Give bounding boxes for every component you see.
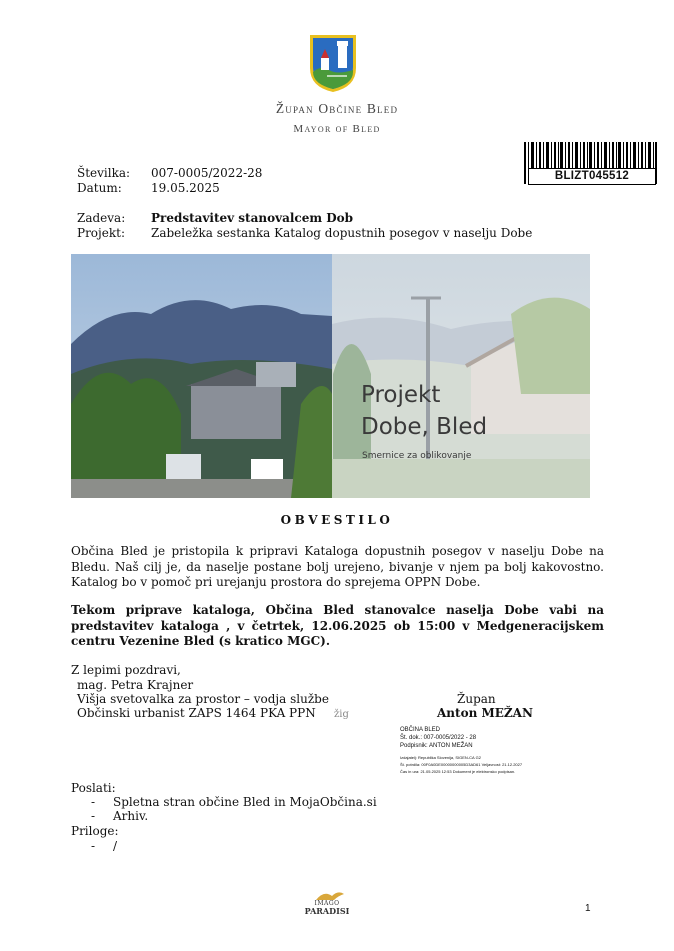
send-label: Poslati: xyxy=(71,781,116,795)
header-title: Župan Občine Bled xyxy=(275,101,399,116)
project-label: Projekt: xyxy=(77,226,125,240)
mayor-title: Župan xyxy=(457,692,496,706)
photo-subtitle: Smernice za oblikovanje xyxy=(362,451,472,461)
stamp-line2: Št. dok.: 007-0005/2022 - 28 xyxy=(400,735,477,741)
stamp-line6: Čas in ura: 21.05.2025 12:53 Dokument je elektronsko podpisan. xyxy=(400,769,516,774)
logo-text-bottom: PARADISI xyxy=(304,906,350,916)
logo-text-top: IMAGO xyxy=(314,900,340,907)
photo-title-line1: Projekt xyxy=(361,382,441,408)
barcode-number: BLIZT045512 xyxy=(528,168,656,185)
imago-paradisi-logo xyxy=(302,887,352,917)
seal-label: žig xyxy=(334,709,349,720)
send-item-2: Arhiv. xyxy=(113,809,149,823)
stamp-line4: Izdajatelj: Republika Slovenija, SIGEN-CA G2 xyxy=(400,755,481,760)
stamp-line3: Podpisnik: ANTON MEŽAN xyxy=(400,743,473,749)
electronic-signature-stamp xyxy=(400,725,562,789)
notice-paragraph-1: Občina Bled je pristopila k pripravi Kataloga dopustnih posegov v naselju Dobe na Bledu. Naš cilj je, da naselje postane bolj urejeno, bivanje v njem pa bolj kakovostno. Katalog bo v pomoč pri urejanju prostora do sprejema OPPN Dobe. xyxy=(71,544,604,589)
list-bullet: - xyxy=(91,839,96,853)
number-label: Številka: xyxy=(77,166,131,180)
list-bullet: - xyxy=(91,795,96,809)
stamp-line5: Št. potrdila: 00F0A0DE00000000005D3AD61 Veljavnost: 21.12.2027 xyxy=(400,762,523,767)
stamp-line1: OBČINA BLED xyxy=(400,727,441,733)
author-name: mag. Petra Krajner xyxy=(77,678,194,692)
send-item-1: Spletna stran občine Bled in MojaObčina.si xyxy=(113,795,377,809)
author-role-1: Višja svetovalka za prostor – vodja službe xyxy=(77,692,329,706)
header-subtitle: Mayor of Bled xyxy=(293,123,381,135)
mayor-name: Anton MEŽAN xyxy=(437,706,533,720)
cover-photo xyxy=(71,254,590,498)
attachments-label: Priloge: xyxy=(71,824,119,838)
subject-label: Zadeva: xyxy=(77,211,126,225)
attachment-item-1: / xyxy=(113,839,118,853)
page-number: 1 xyxy=(585,903,591,914)
number-value: 007-0005/2022-28 xyxy=(151,166,263,180)
list-bullet: - xyxy=(91,809,96,823)
project-value: Zabeležka sestanka Katalog dopustnih posegov v naselju Dobe xyxy=(151,226,533,240)
photo-title-line2: Dobe, Bled xyxy=(361,414,488,440)
subject-value: Predstavitev stanovalcem Dob xyxy=(151,211,354,225)
notice-heading: OBVESTILO xyxy=(280,513,394,527)
date-value: 19.05.2025 xyxy=(151,181,220,195)
bled-coat-of-arms-icon xyxy=(307,32,359,94)
notice-paragraph-2: Tekom priprave kataloga, Občina Bled stanovalce naselja Dobe vabi na predstavitev kataloga , v četrtek, 12.06.2025 ob 15:00 v Medgeneracijskem centru Vezenine Bled (s kratico MGC). xyxy=(71,603,604,648)
author-role-2: Občinski urbanist ZAPS 1464 PKA PPN xyxy=(77,706,316,720)
greeting: Z lepimi pozdravi, xyxy=(71,663,181,677)
date-label: Datum: xyxy=(77,181,122,195)
